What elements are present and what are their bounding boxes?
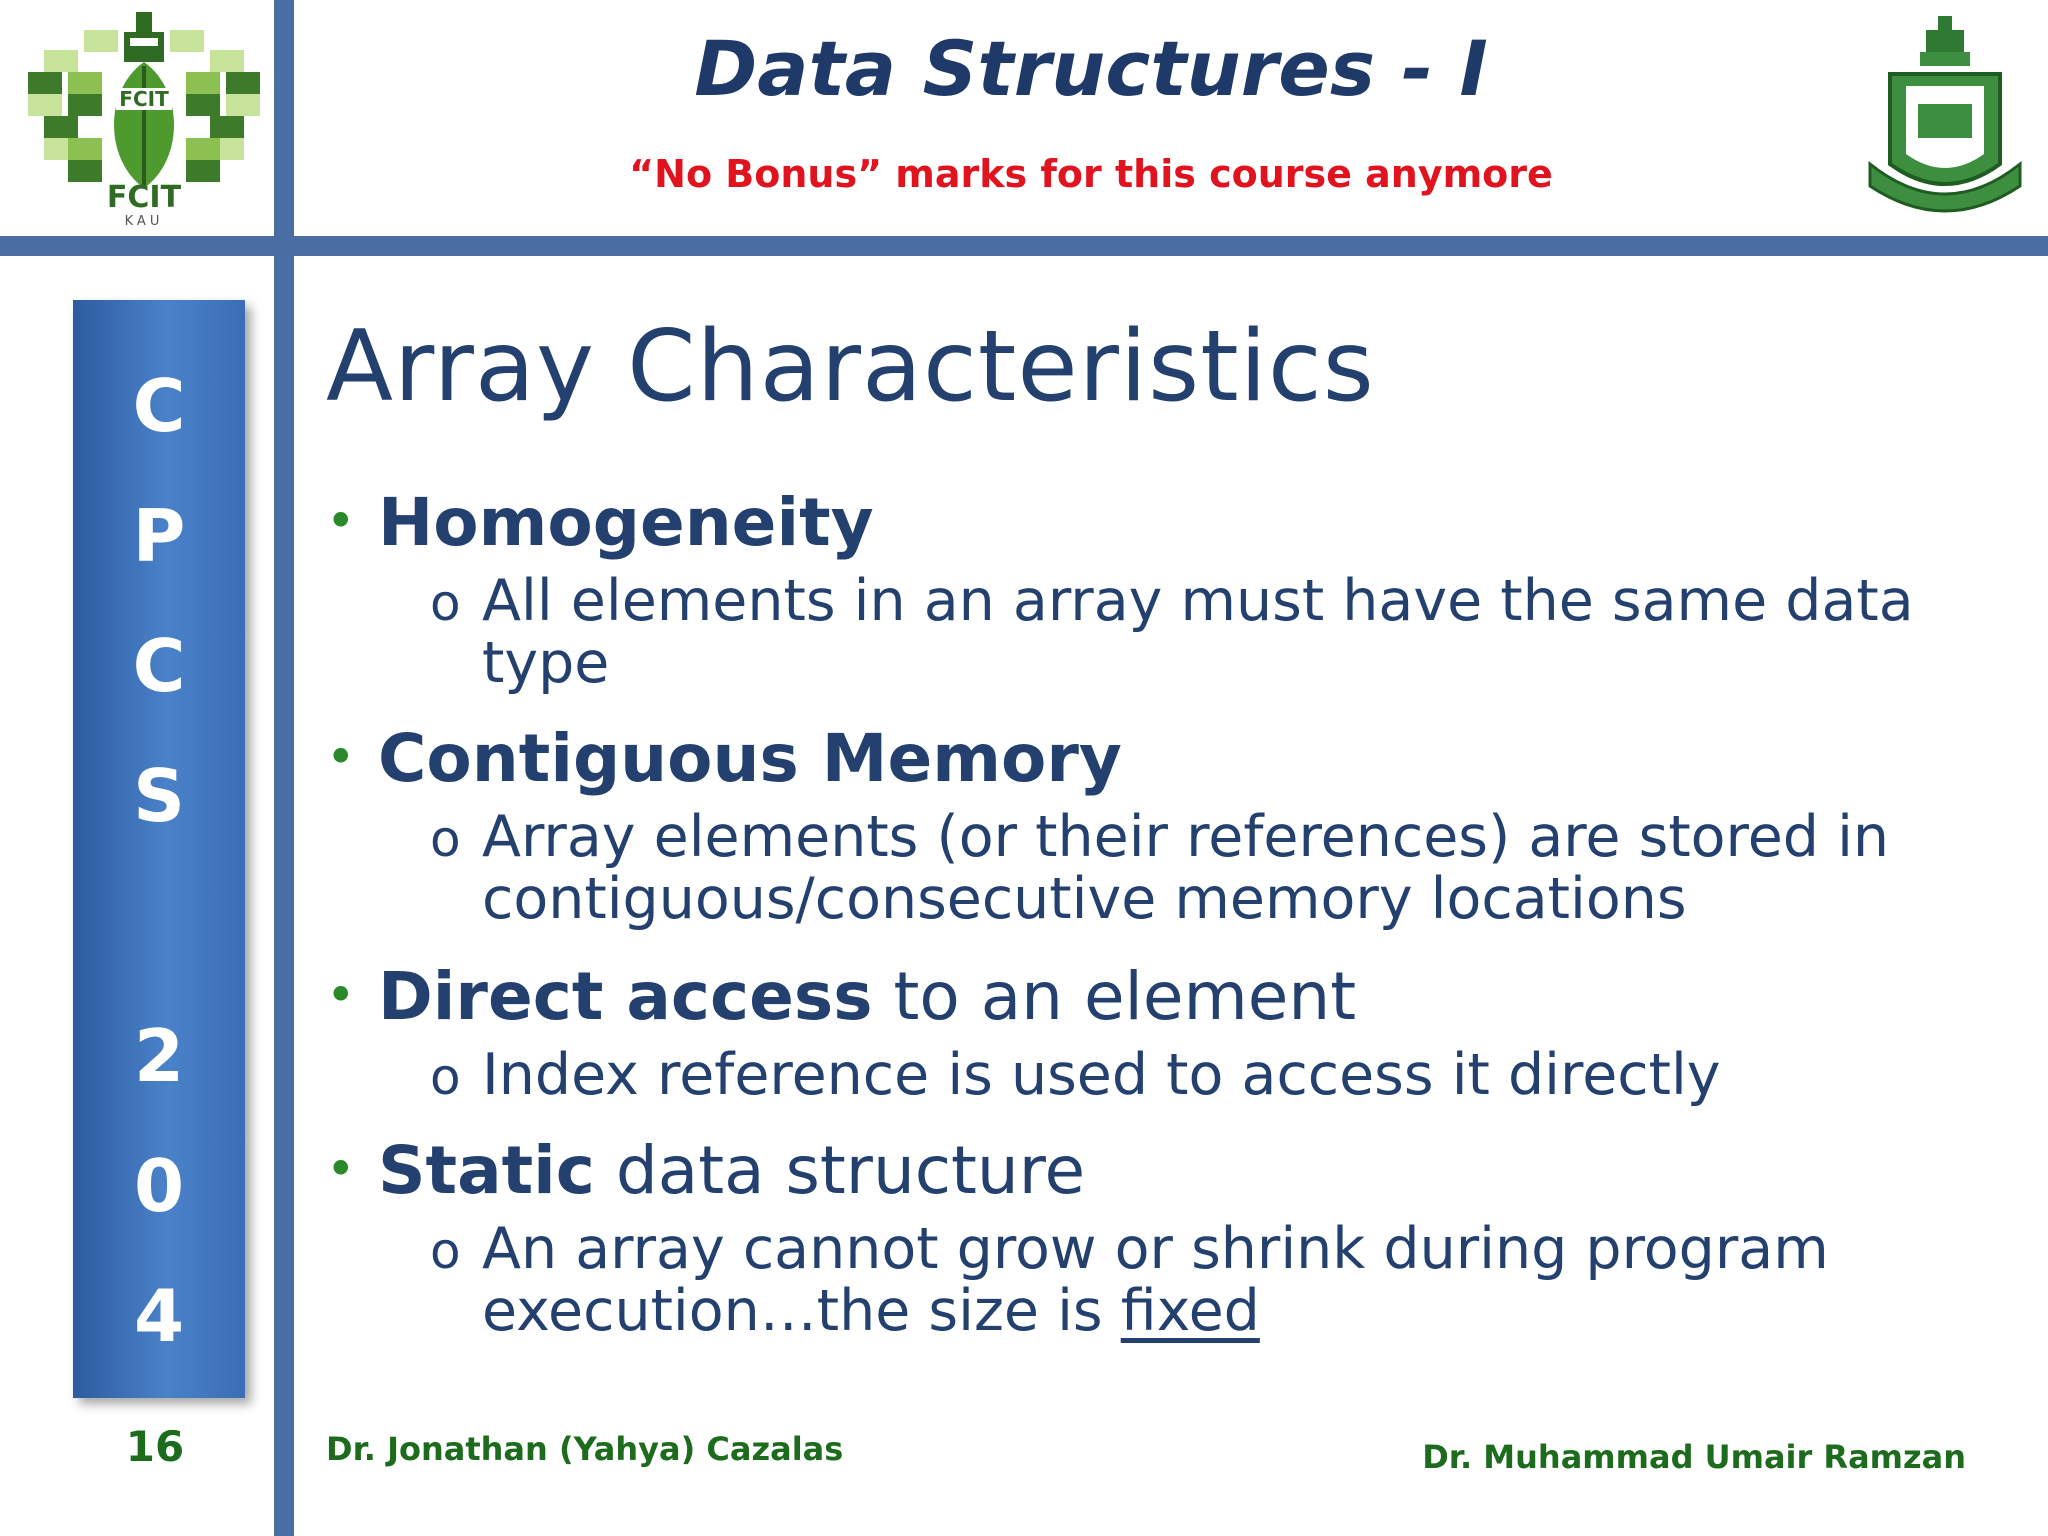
fcit-logo-text: FCIT: [106, 180, 182, 215]
slide-title: Array Characteristics: [326, 310, 1375, 424]
footer-author-right: Dr. Muhammad Umair Ramzan: [1422, 1438, 1966, 1476]
svg-text:FCIT: FCIT: [119, 87, 169, 111]
bullet-marker: •: [326, 966, 356, 1024]
sub-bullet-underlined-word: fixed: [1120, 1278, 1260, 1344]
course-code-letter: 4: [133, 1274, 185, 1358]
course-code-letter: C: [132, 364, 186, 448]
fcit-logo-icon: [24, 10, 264, 232]
bullet-text: [378, 1132, 1085, 1209]
horizontal-frame-bar: [0, 236, 2048, 256]
sub-bullet-item: [430, 806, 1990, 936]
bullet-marker: •: [326, 1140, 356, 1198]
bullet-item: [326, 484, 2006, 564]
fcit-logo-subtext: KAU: [124, 214, 164, 229]
bullet-bold-text: Homogeneity: [378, 484, 874, 561]
sub-bullet-text: [482, 1218, 1982, 1342]
course-code-letter: P: [132, 494, 186, 578]
bullet-marker: •: [326, 728, 356, 786]
bullet-text: [378, 958, 1356, 1035]
sub-bullet-text: Index reference is used to access it directly: [482, 1042, 1721, 1108]
bullet-item: [326, 1132, 2006, 1212]
sub-bullet-marker: o: [430, 1222, 461, 1280]
course-code-letter: S: [133, 754, 185, 838]
course-code-letter: 2: [133, 1014, 185, 1098]
sub-bullet-item: [430, 570, 1990, 700]
bullet-bold-text: Static: [378, 1132, 595, 1209]
bonus-notice: “No Bonus” marks for this course anymore: [629, 152, 1553, 196]
sub-bullet-text: Array elements (or their references) are stored in contiguous/consecutive memory locations: [482, 804, 1890, 932]
bullet-text: [378, 484, 874, 561]
footer-author-left: Dr. Jonathan (Yahya) Cazalas: [326, 1430, 844, 1468]
bullet-rest-text: to an element: [872, 958, 1357, 1035]
bullet-bold-text: Direct access: [378, 958, 873, 1035]
page-number: 16: [125, 1422, 185, 1471]
bullet-rest-text: data structure: [594, 1132, 1086, 1209]
bullet-text: [378, 720, 1122, 797]
sub-bullet-marker: o: [430, 810, 461, 868]
sub-bullet-text-prefix: An array cannot grow or shrink during program execution…the size is: [482, 1216, 1829, 1344]
course-code-panel: [73, 300, 245, 1398]
bullet-item: [326, 720, 2006, 800]
sub-bullet-text: All elements in an array must have the same data type: [482, 568, 1914, 696]
sub-bullet-item: [430, 1044, 1990, 1114]
vertical-frame-bar: [274, 0, 294, 1536]
course-code-letter: 0: [133, 1144, 185, 1228]
sub-bullet-marker: o: [430, 1048, 461, 1106]
course-title: Data Structures - I: [694, 24, 1488, 113]
sub-bullet-item: [430, 1218, 1990, 1348]
bullet-bold-text: Contiguous Memory: [378, 720, 1122, 797]
course-code-letter: C: [132, 624, 186, 708]
sub-bullet-marker: o: [430, 574, 461, 632]
bullet-marker: •: [326, 492, 356, 550]
bullet-item: [326, 958, 2006, 1038]
